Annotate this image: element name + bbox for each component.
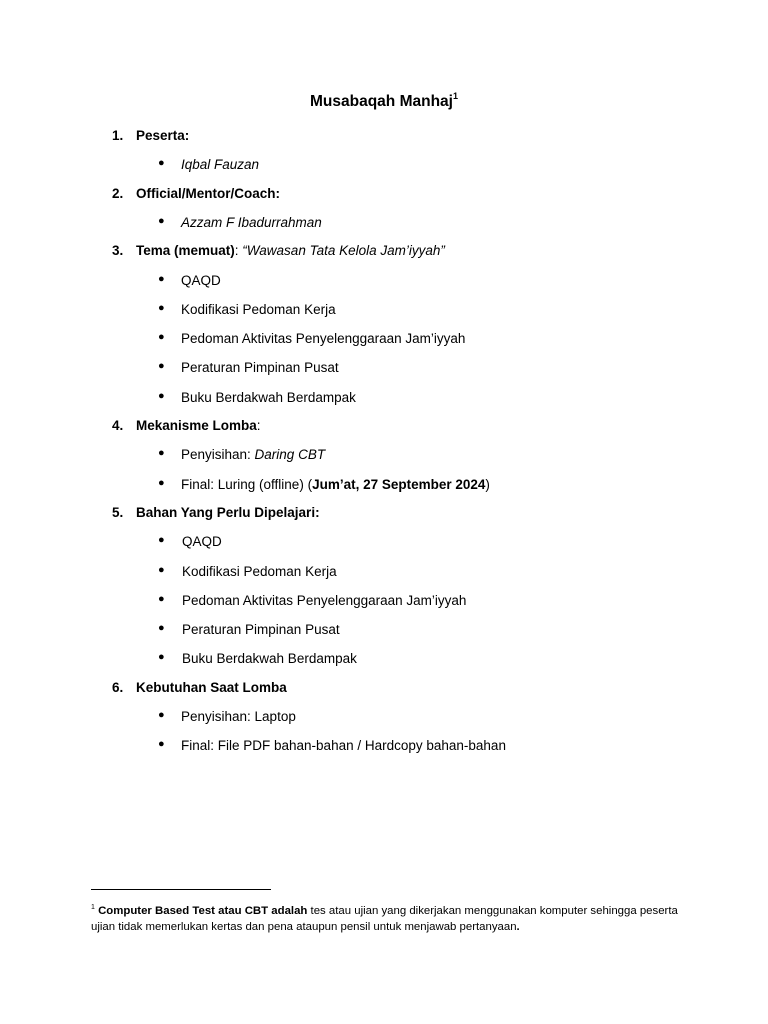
section-number: 3. [112,243,124,258]
item-prefix: Penyisihan: [181,447,255,462]
section-heading-line [136,418,261,433]
list-item-text [181,477,490,492]
section-heading-line [136,243,445,258]
bullet-icon: ● [158,273,165,285]
section-heading: Mekanisme Lomba [136,418,257,433]
footnote-term: Computer Based Test atau CBT adalah [98,904,308,917]
section-heading: Tema (memuat) [136,243,235,258]
list-item-text: Kodifikasi Pedoman Kerja [181,302,336,317]
bullet-icon: ● [158,390,165,402]
section-number: 5. [112,505,124,520]
bullet-icon: ● [158,302,165,314]
bullet-icon: ● [158,447,165,459]
heading-suffix: : [256,418,261,433]
section-heading: Official/Mentor/Coach: [136,186,281,201]
list-item-text: Pedoman Aktivitas Penyelenggaraan Jam’iyyah [182,593,467,608]
list-item-text: Penyisihan: Laptop [181,709,296,724]
bullet-icon: ● [158,622,165,634]
list-item-text: Peraturan Pimpinan Pusat [182,622,340,637]
theme-quote: “Wawasan Tata Kelola Jam’iyyah” [242,243,445,258]
section-number: 2. [112,186,124,201]
bullet-icon: ● [158,477,165,489]
title-text: Musabaqah Manhaj [310,93,453,111]
list-item-text: Buku Berdakwah Berdampak [182,651,357,666]
section-heading: Bahan Yang Perlu Dipelajari: [136,505,320,520]
footnote [91,900,691,935]
footnote-separator [91,889,271,890]
section-number: 6. [112,680,124,695]
list-item-text: Kodifikasi Pedoman Kerja [182,564,337,579]
item-date: Jum’at, 27 September 2024 [312,477,486,492]
item-prefix: Final: Luring (offline) ( [181,477,313,492]
section-heading: Kebutuhan Saat Lomba [136,680,287,695]
heading-suffix: : [234,243,243,258]
section-heading: Peserta: [136,128,190,143]
item-suffix: ) [485,477,490,492]
section-number: 1. [112,128,124,143]
bullet-icon: ● [158,534,165,546]
item-emphasis: Daring CBT [254,447,326,462]
bullet-icon: ● [158,157,165,169]
list-item-text: Iqbal Fauzan [181,157,260,172]
list-item-text: Final: File PDF bahan-bahan / Hardcopy bahan-bahan [181,738,506,753]
section-number: 4. [112,418,124,433]
footnote-text: tes atau ujian yang dikerjakan menggunakan komputer sehingga peserta ujian tidak memerlukan kertas dan pena ataupun pensil untuk menjawab pertanyaan [91,904,678,933]
footnote-mark: 1 [91,904,95,911]
list-item-text: Peraturan Pimpinan Pusat [181,360,339,375]
list-item-text: Buku Berdakwah Berdampak [181,390,356,405]
bullet-icon: ● [158,651,165,663]
footnote-end: . [516,920,520,933]
bullet-icon: ● [158,593,165,605]
list-item-text: Azzam F Ibadurrahman [181,215,322,230]
bullet-icon: ● [158,331,165,343]
bullet-icon: ● [158,564,165,576]
document-title [0,92,768,111]
list-item-text [181,447,325,462]
list-item-text: QAQD [182,534,222,549]
list-item-text: Pedoman Aktivitas Penyelenggaraan Jam’iyyah [181,331,466,346]
bullet-icon: ● [158,709,165,721]
bullet-icon: ● [158,360,165,372]
bullet-icon: ● [158,738,165,750]
title-footnote-mark[interactable]: 1 [452,91,458,101]
list-item-text: QAQD [181,273,221,288]
bullet-icon: ● [158,215,165,227]
